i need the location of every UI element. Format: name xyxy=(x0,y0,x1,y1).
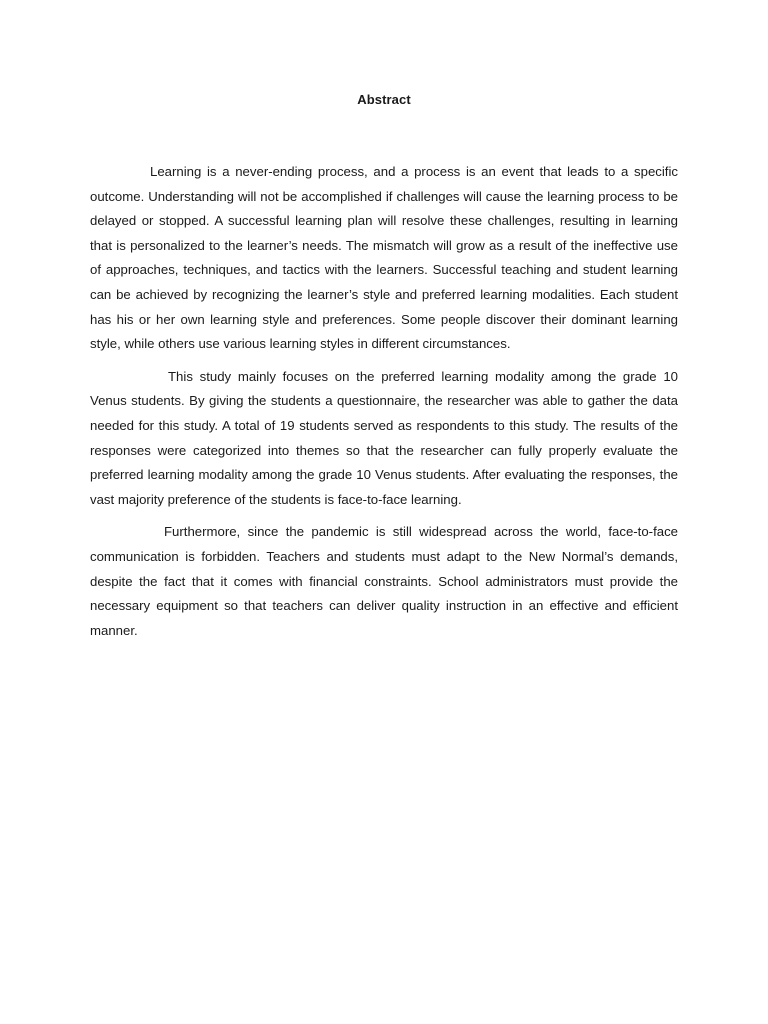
abstract-body xyxy=(90,160,678,651)
abstract-heading: Abstract xyxy=(357,92,411,107)
abstract-paragraph-2: This study mainly focuses on the preferred learning modality among the grade 10 Venus students. By giving the students a questionnaire, the researcher was able to gather the data needed for this study. A total of 19 students served as respondents to this study. The results of the responses were categorized into themes so that the researcher can fully properly evaluate the preferred learning modality among the grade 10 Venus students. After evaluating the responses, the vast majority preference of the students is face-to-face learning. xyxy=(90,368,678,507)
abstract-paragraph-1: Learning is a never-ending process, and a process is an event that leads to a specific outcome. Understanding will not be accomplished if challenges will cause the learning process to be delayed or stopped. A successful learning plan will resolve these challenges, resulting in learning that is personalized to the learner’s needs. The mismatch will grow as a result of the ineffective use of approaches, techniques, and tactics with the learners. Successful teaching and student learning can be achieved by recognizing the learner’s style and preferred learning modalities. Each student has his or her own learning style and preferences. Some people discover their dominant learning style, while others use various learning styles in different circumstances. xyxy=(90,164,678,352)
abstract-paragraph-3: Furthermore, since the pandemic is still widespread across the world, face-to-face communication is forbidden. Teachers and students must adapt to the New Normal’s demands, despite the fact that it comes with financial constraints. School administrators must provide the necessary equipment so that teachers can deliver quality instruction in an effective and efficient manner. xyxy=(90,524,678,638)
